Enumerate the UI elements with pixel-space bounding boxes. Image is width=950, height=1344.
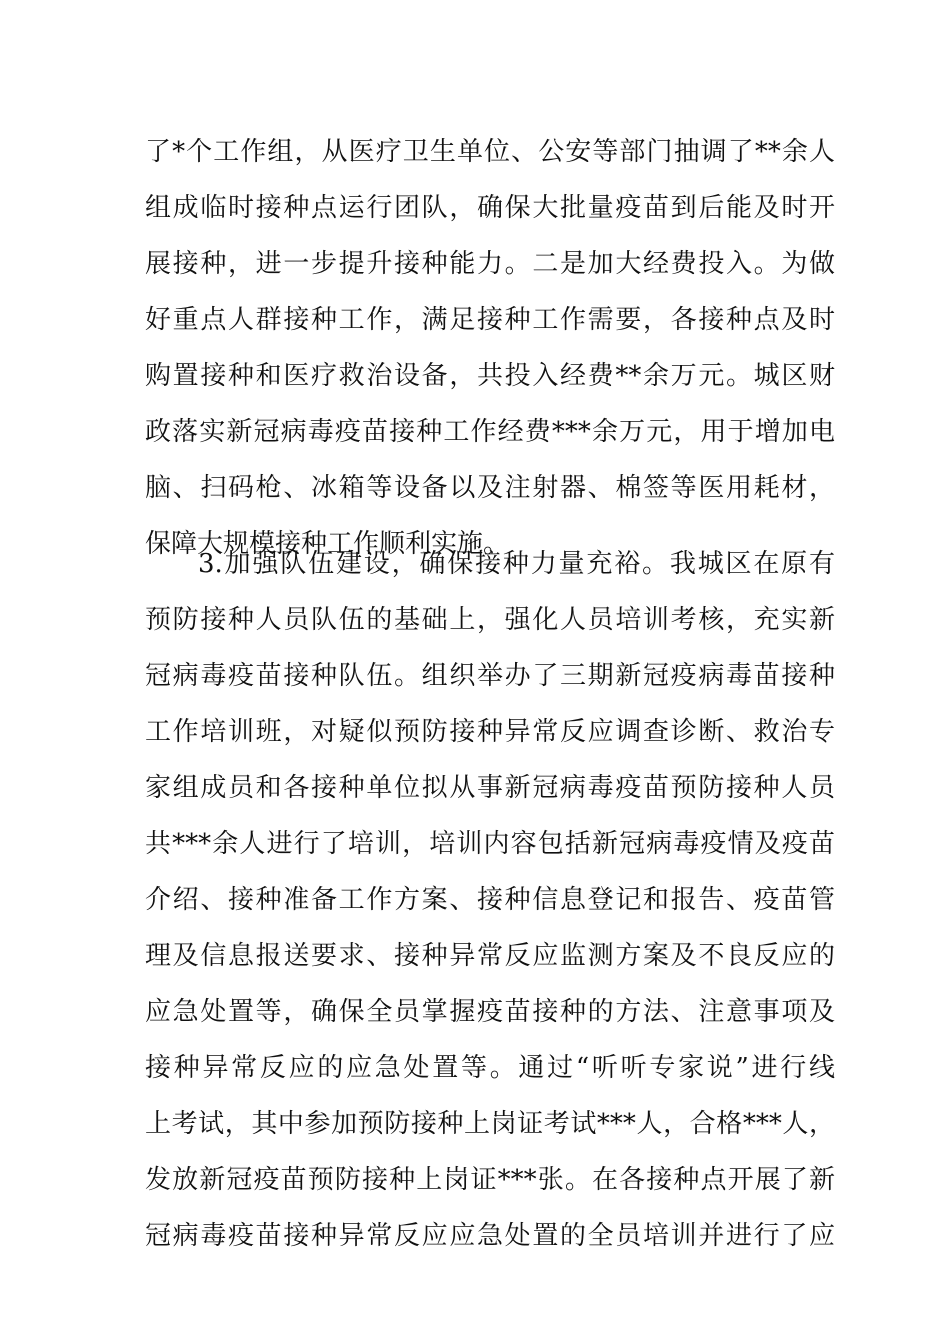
text-line: 家组成员和各接种单位拟从事新冠病毒疫苗预防接种人员 <box>145 773 835 803</box>
text-line: 应急处置等，确保全员掌握疫苗接种的方法、注意事项及 <box>145 997 835 1027</box>
text-line: 冠病毒疫苗接种异常反应应急处置的全员培训并进行了应 <box>145 1221 835 1251</box>
text-line: 上考试，其中参加预防接种上岗证考试***人，合格***人， <box>145 1109 835 1139</box>
text-line: 3.加强队伍建设，确保接种力量充裕。我城区在原有 <box>198 549 835 579</box>
text-line: 好重点人群接种工作，满足接种工作需要，各接种点及时 <box>145 305 835 335</box>
text-line: 了*个工作组，从医疗卫生单位、公安等部门抽调了**余人 <box>145 137 835 167</box>
text-line: 组成临时接种点运行团队，确保大批量疫苗到后能及时开 <box>145 193 835 223</box>
text-line: 购置接种和医疗救治设备，共投入经费**余万元。城区财 <box>145 361 835 391</box>
text-line: 保障大规模接种工作顺利实施。 <box>145 529 510 559</box>
text-line: 冠病毒疫苗接种队伍。组织举办了三期新冠疫病毒苗接种 <box>145 661 835 691</box>
paragraph-funding <box>145 124 835 572</box>
text-line: 工作培训班，对疑似预防接种异常反应调查诊断、救治专 <box>145 717 835 747</box>
text-line: 发放新冠疫苗预防接种上岗证***张。在各接种点开展了新 <box>145 1165 835 1195</box>
text-line: 预防接种人员队伍的基础上，强化人员培训考核，充实新 <box>145 605 835 635</box>
text-line: 政落实新冠病毒疫苗接种工作经费***余万元，用于增加电 <box>145 417 835 447</box>
text-line: 脑、扫码枪、冰箱等设备以及注射器、棉签等医用耗材， <box>145 473 835 503</box>
text-line: 共***余人进行了培训，培训内容包括新冠病毒疫情及疫苗 <box>145 829 835 859</box>
paragraph-team-building <box>145 536 835 1264</box>
text-line: 接种异常反应的应急处置等。通过“听听专家说”进行线 <box>145 1053 835 1083</box>
text-line: 理及信息报送要求、接种异常反应监测方案及不良反应的 <box>145 941 835 971</box>
text-line: 介绍、接种准备工作方案、接种信息登记和报告、疫苗管 <box>145 885 835 915</box>
text-line: 展接种，进一步提升接种能力。二是加大经费投入。为做 <box>145 249 835 279</box>
